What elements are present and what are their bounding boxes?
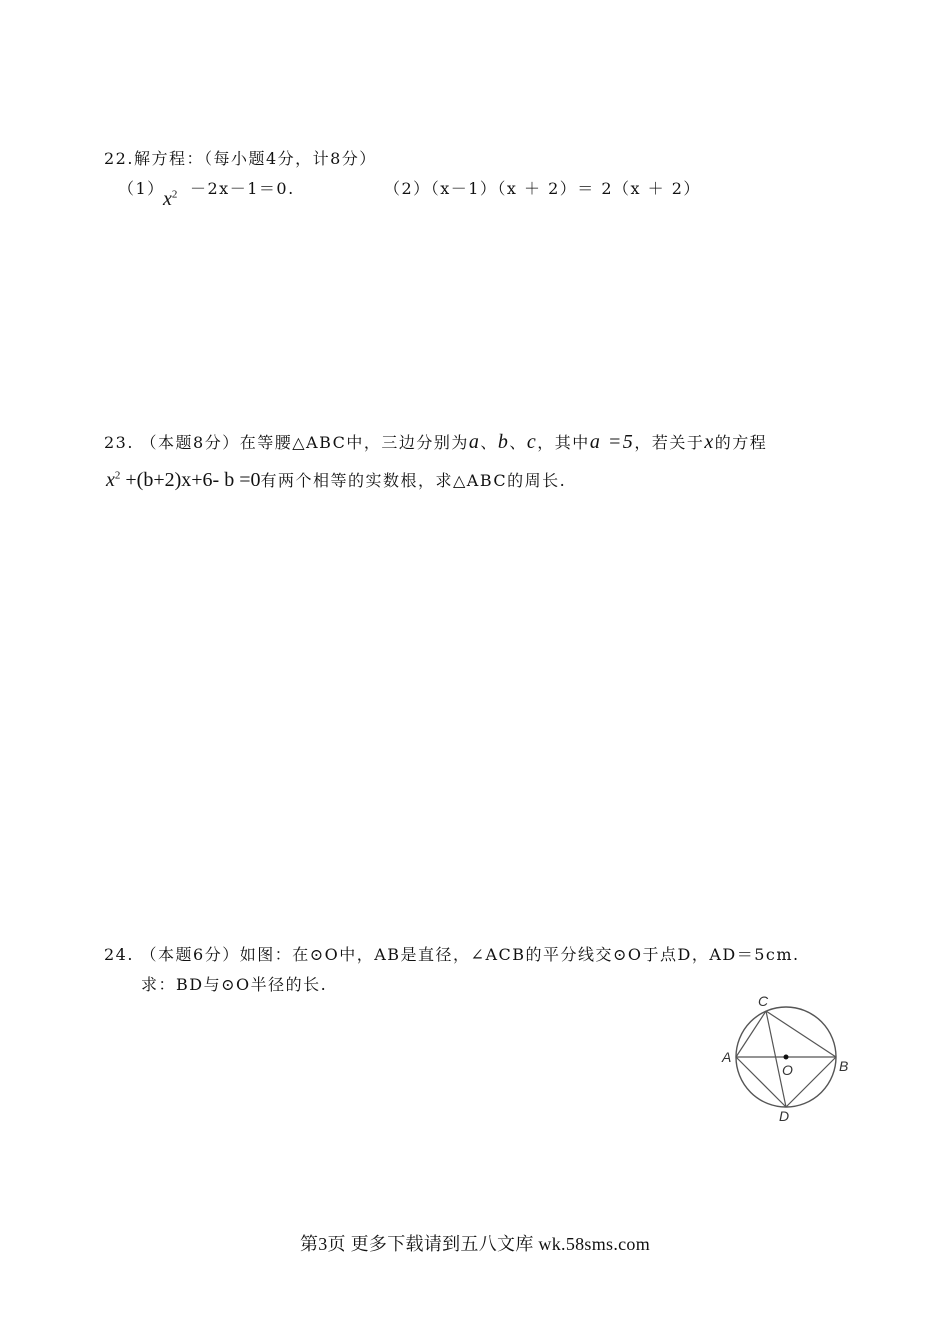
- q24-circle-figure: [716, 990, 856, 1126]
- q23-equation: [106, 469, 261, 491]
- q22-part1-label: （1）: [118, 179, 165, 198]
- q23-mid: ，其中: [537, 433, 590, 452]
- q23-eq-x: x: [106, 469, 115, 491]
- center-o-dot: [784, 1055, 789, 1060]
- q23-line2-suffix: 有两个相等的实数根，求△ABC的周长.: [260, 471, 567, 490]
- q23-prefix: 23. （本题8分）在等腰△ABC中，三边分别为: [104, 433, 469, 452]
- q22-p1-sup: 2: [171, 188, 178, 201]
- q23-var-c: c: [526, 431, 538, 453]
- q23-var-b: b: [497, 431, 510, 453]
- q23-suffix: 的方程: [714, 433, 768, 452]
- segment-ac: [736, 1011, 766, 1057]
- q23-eq-rest: +(b+2)x+6- b =0: [120, 469, 261, 491]
- label-a: A: [722, 1049, 732, 1065]
- label-b: B: [839, 1058, 849, 1074]
- segment-cd: [766, 1011, 786, 1107]
- q23-var-x: x: [704, 431, 715, 453]
- q24-line2: 求：BD与⊙O半径的长.: [141, 975, 328, 994]
- page-footer: 第3页 更多下载请到五八文库 wk.58sms.com: [299, 1234, 651, 1254]
- q22-title: 22.解方程：（每小题4分，计8分）: [104, 149, 377, 168]
- q22-part2-expr: （x－1）（x ＋ 2）＝ 2（x ＋ 2）: [430, 179, 701, 198]
- q22-part2-label: （2）: [384, 179, 431, 198]
- q23-sep1: 、: [480, 433, 498, 452]
- label-o: O: [782, 1062, 793, 1078]
- q23-sep2: 、: [509, 433, 527, 452]
- q23-eq-sup: 2: [114, 469, 121, 482]
- q23-mid2: ，若关于: [634, 433, 705, 452]
- q24-line1: 24. （本题6分）如图：在⊙O中，AB是直径，∠ACB的平分线交⊙O于点D，AD＝5cm.: [104, 945, 800, 964]
- q23-cond: a =5: [589, 431, 635, 453]
- q23-line1: [104, 430, 767, 454]
- q23-line2: [106, 468, 566, 492]
- q22-p1-x: x: [163, 188, 172, 210]
- label-c: C: [758, 993, 769, 1009]
- q22-part1-x: [163, 188, 177, 211]
- q22-part1-rest: －2x－1＝0.: [190, 179, 295, 198]
- q22-part1: [118, 176, 165, 199]
- label-d: D: [779, 1108, 790, 1124]
- segment-cb: [766, 1011, 836, 1057]
- q22-part2: [384, 176, 701, 199]
- q23-var-a: a: [468, 431, 481, 453]
